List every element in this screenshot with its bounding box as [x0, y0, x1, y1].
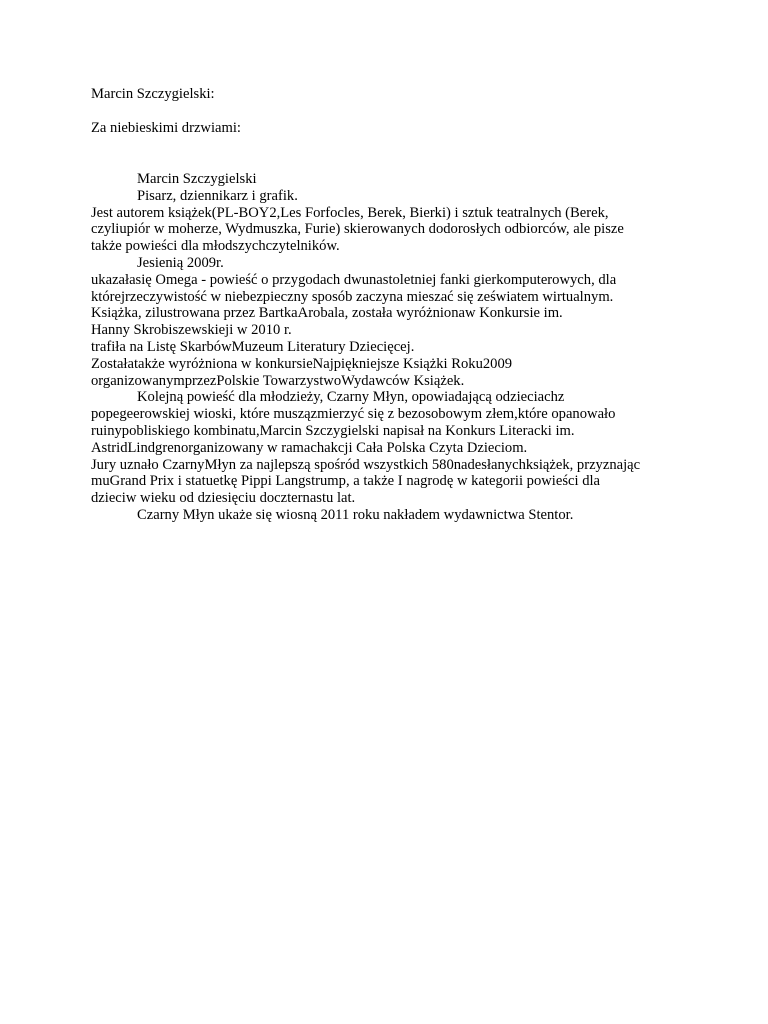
body-line: Pisarz, dziennikarz i grafik.: [137, 187, 298, 204]
body-line: także powieści dla młodszychczytelników.: [91, 238, 340, 255]
body-line: Jury uznało CzarnyMłyn za najlepszą spośród wszystkich 580nadesłanychksiążek, przyznając: [91, 456, 641, 473]
body-line: popegeerowskiej wioski, które muszązmierzyć się z bezosobowym złem,które opanowało: [91, 406, 616, 423]
body-line: czyliupiór w moherze, Wydmuszka, Furie) skierowanych dodorosłych odbiorców, ale pisze: [91, 221, 624, 238]
body-line: organizowanymprzezPolskie TowarzystwoWydawców Książek.: [91, 372, 465, 389]
body-line: Jest autorem książek(PL-BOY2,Les Forfocles, Berek, Bierki) i sztuk teatralnych (Berek,: [91, 204, 609, 221]
body-line: Czarny Młyn ukaże się wiosną 2011 roku nakładem wydawnictwa Stentor.: [137, 506, 574, 523]
body-line: trafiła na Listę SkarbówMuzeum Literatury Dziecięcej.: [91, 338, 415, 355]
body-line: dzieciw wieku od dziesięciu doczternastu lat.: [91, 490, 356, 507]
title-heading: Za niebieskimi drzwiami:: [91, 120, 241, 136]
body-text: [91, 171, 691, 524]
body-line: muGrand Prix i statuetkę Pippi Langstrump, a także I nagrodę w kategorii powieści dla: [91, 473, 601, 490]
body-line: Marcin Szczygielski: [137, 171, 257, 187]
body-line: ruinypobliskiego kombinatu,Marcin Szczygielski napisał na Konkurs Literacki im.: [91, 422, 575, 439]
body-line: AstridLindgrenorganizowany w ramachakcji Cała Polska Czyta Dzieciom.: [91, 439, 528, 456]
body-line: którejrzeczywistość w niebezpieczny sposób zaczyna mieszać się zeświatem wirtualnym.: [91, 288, 614, 305]
body-line: Kolejną powieść dla młodzieży, Czarny Młyn, opowiadającą odzieciachz: [137, 389, 565, 406]
body-line: Hanny Skrobiszewskieji w 2010 r.: [91, 322, 292, 339]
author-heading: Marcin Szczygielski:: [91, 86, 215, 102]
body-line: Jesienią 2009r.: [137, 254, 224, 271]
body-line: Zostałatakże wyróżniona w konkursieNajpiękniejsze Książki Roku2009: [91, 355, 513, 372]
body-line: Książka, zilustrowana przez BartkaArobala, została wyróżnionaw Konkursie im.: [91, 305, 563, 322]
body-line: ukazałasię Omega - powieść o przygodach dwunastoletniej fanki gierkomputerowych, dla: [91, 271, 617, 288]
